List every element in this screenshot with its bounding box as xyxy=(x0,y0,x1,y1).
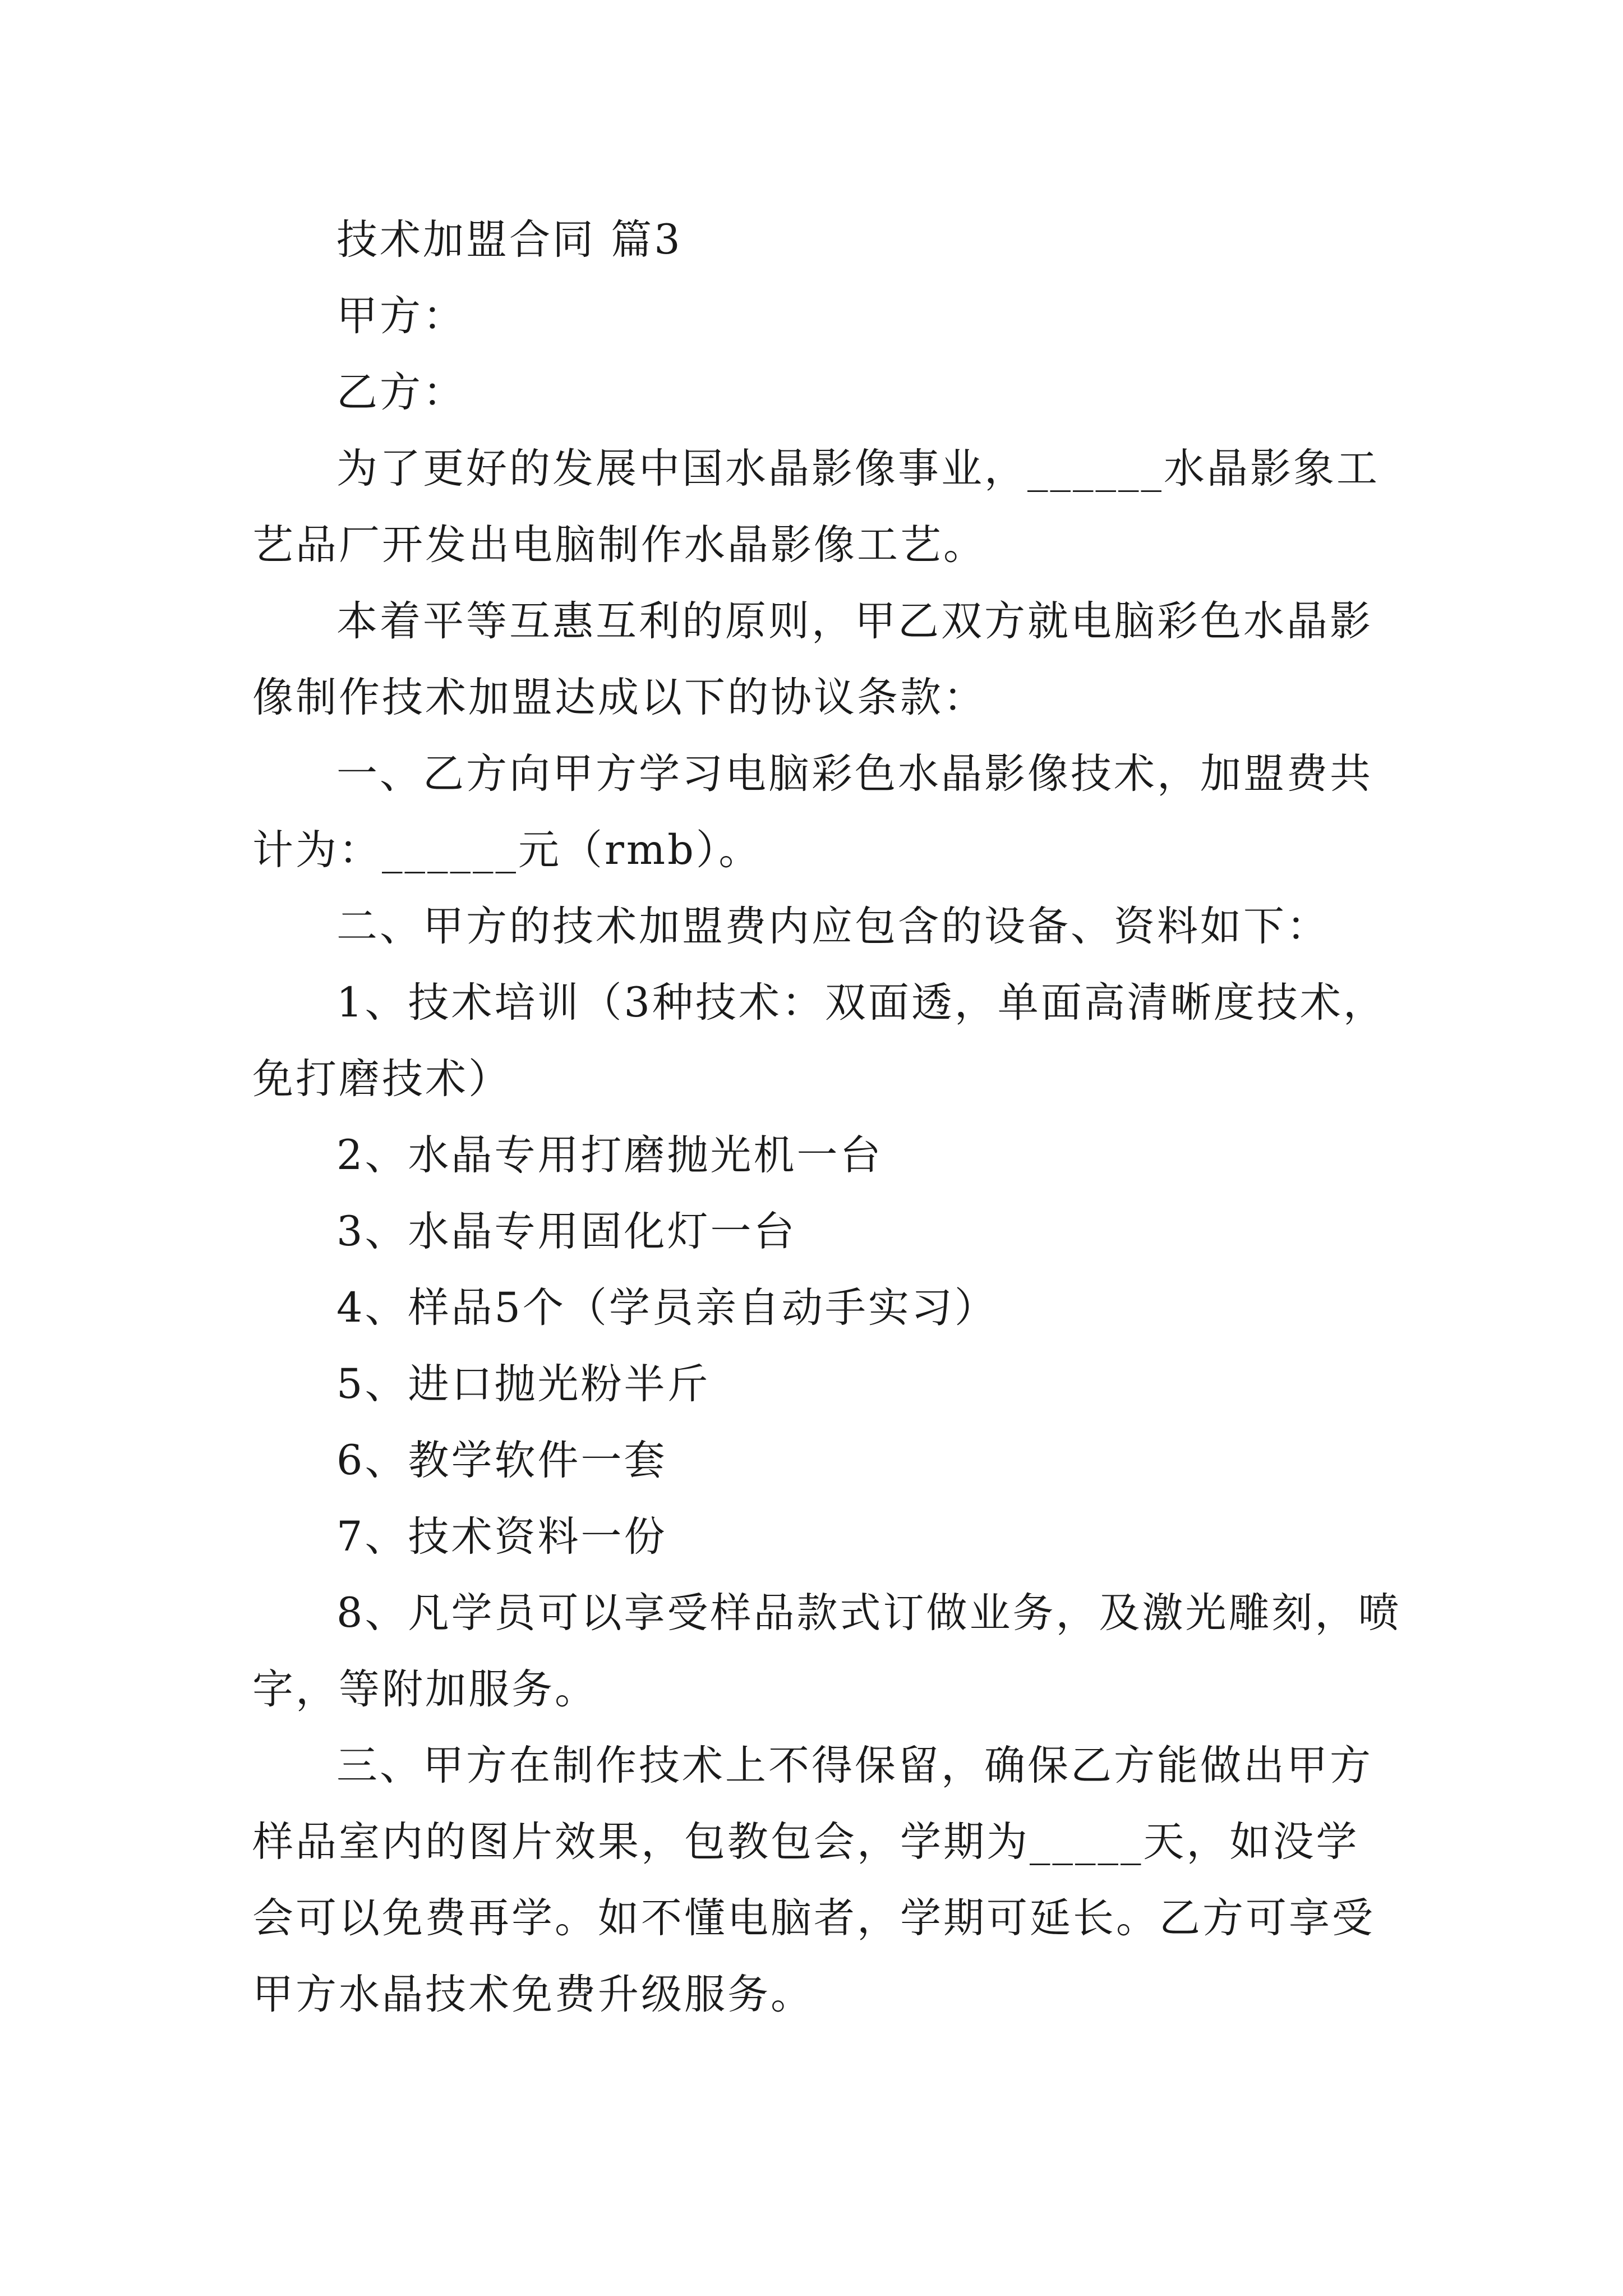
document-title: 技术加盟合同 篇3 xyxy=(336,216,683,264)
list-item-4: 4、样品5个（学员亲自动手实习） xyxy=(336,1284,998,1332)
list-item-8: 8、凡学员可以享受样品款式订做业务，及激光雕刻，喷字，等附加服务。 xyxy=(252,1589,1401,1713)
document-body xyxy=(252,202,1402,2033)
party-b-line: 乙方： xyxy=(336,369,466,416)
list-item-5: 5、进口抛光粉半斤 xyxy=(336,1360,711,1408)
paragraph-principle: 本着平等互惠互利的原则，甲乙双方就电脑彩色水晶影像制作技术加盟达成以下的协议条款： xyxy=(252,597,1373,721)
clause-2: 二、甲方的技术加盟费内应包含的设备、资料如下： xyxy=(336,903,1330,950)
list-item-2: 2、水晶专用打磨抛光机一台 xyxy=(336,1131,883,1179)
list-item-7: 7、技术资料一份 xyxy=(336,1513,667,1561)
list-item-3: 3、水晶专用固化灯一台 xyxy=(336,1208,797,1255)
clause-3: 三、甲方在制作技术上不得保留，确保乙方能做出甲方样品室内的图片效果，包教包会，学期为_____天，如没学会可以免费再学。如不懂电脑者，学期可延长。乙方可享受甲方水晶技术免费升级服务。 xyxy=(252,1742,1375,2018)
paragraph-purpose: 为了更好的发展中国水晶影像事业，______水晶影象工艺品厂开发出电脑制作水晶影像工艺。 xyxy=(252,445,1380,569)
party-a-line: 甲方： xyxy=(336,292,466,340)
list-item-6: 6、教学软件一套 xyxy=(336,1437,667,1484)
clause-1: 一、乙方向甲方学习电脑彩色水晶影像技术，加盟费共计为：______元（rmb）。 xyxy=(252,750,1373,874)
list-item-1: 1、技术培训（3种技术：双面透，单面高清晰度技术，免打磨技术） xyxy=(252,979,1386,1103)
